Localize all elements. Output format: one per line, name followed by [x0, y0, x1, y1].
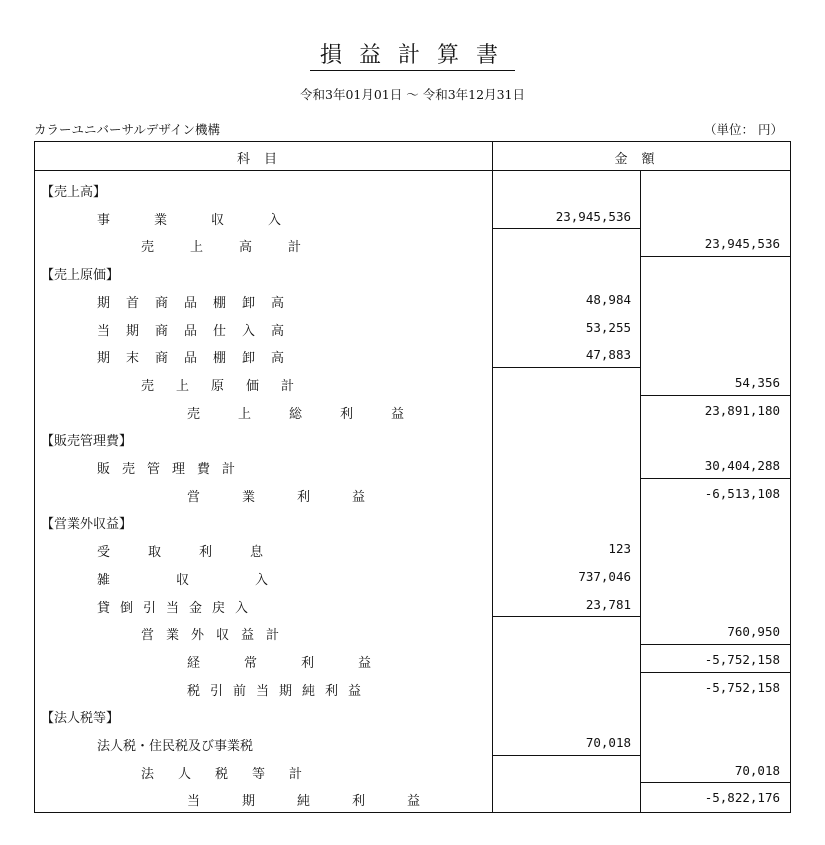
table-row [35, 701, 790, 729]
amount-total: 23,945,536 [704, 236, 780, 252]
amount-total: -5,752,158 [704, 679, 780, 695]
row-label: 法人税・住民税及び事業税 [97, 739, 254, 754]
report-period: 令和3年01月01日 ～ 令和3年12月31日 [300, 87, 525, 102]
total-rule [640, 478, 790, 479]
table-row [35, 563, 790, 591]
table-header [35, 142, 790, 171]
row-label: 営業外収益計 [141, 628, 292, 644]
row-label: 事業収入 [97, 212, 326, 228]
table-row [35, 618, 790, 646]
table-row [35, 646, 790, 674]
table-row [35, 341, 790, 369]
subject-header: 科目 [236, 152, 291, 167]
amount-total: -6,513,108 [704, 485, 780, 501]
row-label: 【売上高】 [41, 185, 107, 200]
row-label: 【営業外収益】 [41, 517, 133, 533]
row-label: 【法人税等】 [41, 711, 120, 727]
total-rule [640, 256, 790, 257]
amount-detail: 70,018 [585, 735, 631, 750]
amount-detail: 23,781 [585, 596, 631, 612]
table-row [35, 314, 790, 342]
amount-total: 30,404,288 [704, 458, 780, 473]
table-row [35, 729, 790, 757]
table-row [35, 230, 790, 258]
row-label: 期末商品棚卸高 [97, 351, 301, 367]
subtotal-rule [492, 616, 640, 617]
company-name: カラーユニバーサルデザイン機構 [34, 122, 221, 137]
table-row [35, 258, 790, 286]
amount-total: 760,950 [727, 624, 780, 640]
total-rule [640, 395, 790, 396]
row-label: 営業利益 [187, 489, 408, 505]
row-label: 期首商品棚卸高 [97, 295, 301, 311]
table-row [35, 397, 790, 425]
subtotal-rule [492, 367, 640, 368]
table-row [35, 203, 790, 231]
row-label: 税引前当期純利益 [187, 683, 372, 699]
table-row [35, 480, 790, 508]
row-label: 販売管理費計 [97, 462, 248, 477]
table-row [35, 424, 790, 452]
income-statement-table [34, 141, 791, 813]
table-row [35, 757, 790, 785]
row-label: 【売上原価】 [41, 268, 120, 284]
amount-detail: 123 [608, 541, 631, 557]
amount-total: -5,822,176 [704, 790, 780, 806]
amount-total: 23,891,180 [704, 402, 780, 418]
page-title: 損益計算書 [0, 38, 825, 69]
row-label: 経常利益 [187, 655, 416, 671]
subtotal-rule [492, 228, 640, 229]
row-label: 当期純利益 [187, 794, 463, 810]
total-rule [640, 782, 790, 783]
amount-total: 70,018 [734, 762, 780, 778]
table-row [35, 369, 790, 397]
row-label: 法人税等計 [141, 766, 327, 782]
row-label: 売上高計 [141, 240, 338, 256]
table-row [35, 674, 790, 702]
amount-detail: 48,984 [585, 291, 631, 307]
amount-total: -5,752,158 [704, 651, 780, 667]
row-label: 売上原価計 [141, 378, 317, 394]
row-label: 雑収入 [97, 572, 335, 588]
row-label: 売上総利益 [187, 406, 443, 422]
table-row [35, 784, 790, 812]
table-row [35, 535, 790, 563]
row-label: 受取利息 [97, 545, 302, 561]
amount-detail: 23,945,536 [555, 208, 631, 224]
table-row [35, 175, 790, 203]
unit-label: （単位： 円） [704, 122, 783, 137]
amount-detail: 53,255 [585, 319, 631, 335]
amount-total: 54,356 [734, 374, 780, 390]
amount-detail: 737,046 [578, 568, 631, 584]
amount-detail: 47,883 [585, 347, 631, 363]
table-row [35, 452, 790, 480]
total-rule [640, 672, 790, 673]
total-rule [640, 644, 790, 645]
row-label: 当期商品仕入高 [97, 323, 301, 339]
amount-header: 金額 [614, 152, 669, 167]
table-row [35, 286, 790, 314]
row-label: 【販売管理費】 [41, 434, 133, 450]
table-row [35, 591, 790, 619]
table-row [35, 507, 790, 535]
subtotal-rule [492, 755, 640, 756]
row-label: 貸倒引当金戻入 [97, 600, 259, 616]
